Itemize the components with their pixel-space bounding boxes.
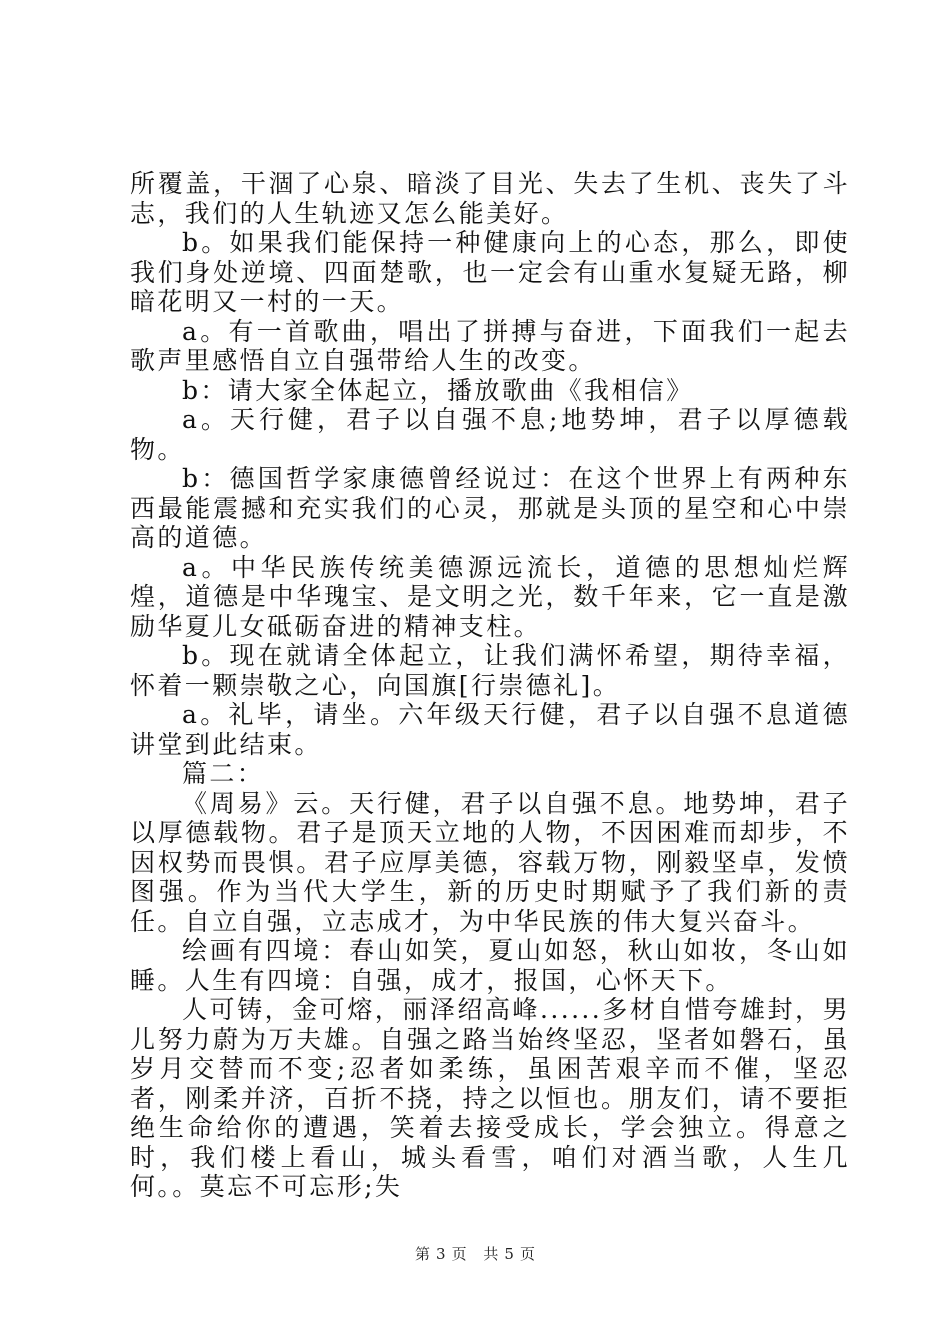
paragraph: b。如果我们能保持一种健康向上的心态，那么，即使我们身处逆境、四面楚歌，也一定会有山重水复疑无路，柳暗花明又一村的一天。 <box>130 228 850 316</box>
paragraph: b。现在就请全体起立，让我们满怀希望，期待幸福，怀着一颗崇敬之心，向国旗[行崇德礼]。 <box>130 641 850 700</box>
paragraph: 人可铸，金可熔，丽泽绍高峰......多材自惜夸雄封，男儿努力蔚为万夫雄。自强之路当始终坚忍，坚者如磐石，虽岁月交替而不变;忍者如柔练，虽困苦艰辛而不催，坚忍者，刚柔并济，百折不挠，持之以恒也。朋友们，请不要拒绝生命给你的遭遇，笑着去接受成长，学会独立。得意之时，我们楼上看山，城头看雪，咱们对酒当歌，人生几何。。莫忘不可忘形;失 <box>130 995 850 1201</box>
paragraph: 所覆盖，干涸了心泉、暗淡了目光、失去了生机、丧失了斗志，我们的人生轨迹又怎么能美好。 <box>130 169 850 228</box>
paragraph: a。中华民族传统美德源远流长，道德的思想灿烂辉煌，道德是中华瑰宝、是文明之光，数千年来，它一直是激励华夏儿女砥砺奋进的精神支柱。 <box>130 552 850 641</box>
paragraph: b：德国哲学家康德曾经说过：在这个世界上有两种东西最能震撼和充实我们的心灵，那就是头顶的星空和心中崇高的道德。 <box>130 464 850 552</box>
paragraph: b：请大家全体起立，播放歌曲《我相信》 <box>182 375 694 405</box>
page-footer <box>0 1243 950 1264</box>
page-total: 共 5 页 <box>483 1245 535 1263</box>
paragraph: a。天行健，君子以自强不息;地势坤，君子以厚德载物。 <box>130 405 850 464</box>
document-body <box>130 169 850 1202</box>
paragraph: 《周易》云。天行健，君子以自强不息。地势坤，君子以厚德载物。君子是顶天立地的人物，不因困难而却步，不因权势而畏惧。君子应厚美德，容载万物，刚毅坚卓，发愤图强。作为当代大学生，新的历史时期赋予了我们新的责任。自立自强，立志成才，为中华民族的伟大复兴奋斗。 <box>130 788 850 936</box>
paragraph: a。有一首歌曲，唱出了拼搏与奋进，下面我们一起去歌声里感悟自立自强带给人生的改变。 <box>130 316 850 375</box>
page-number: 第 3 页 <box>415 1245 467 1263</box>
paragraph: a。礼毕，请坐。六年级天行健，君子以自强不息道德讲堂到此结束。 <box>130 700 850 759</box>
section-heading: 篇二： <box>182 759 265 788</box>
paragraph: 绘画有四境：春山如笑，夏山如怒，秋山如妆，冬山如睡。人生有四境：自强，成才，报国，心怀天下。 <box>130 936 850 995</box>
